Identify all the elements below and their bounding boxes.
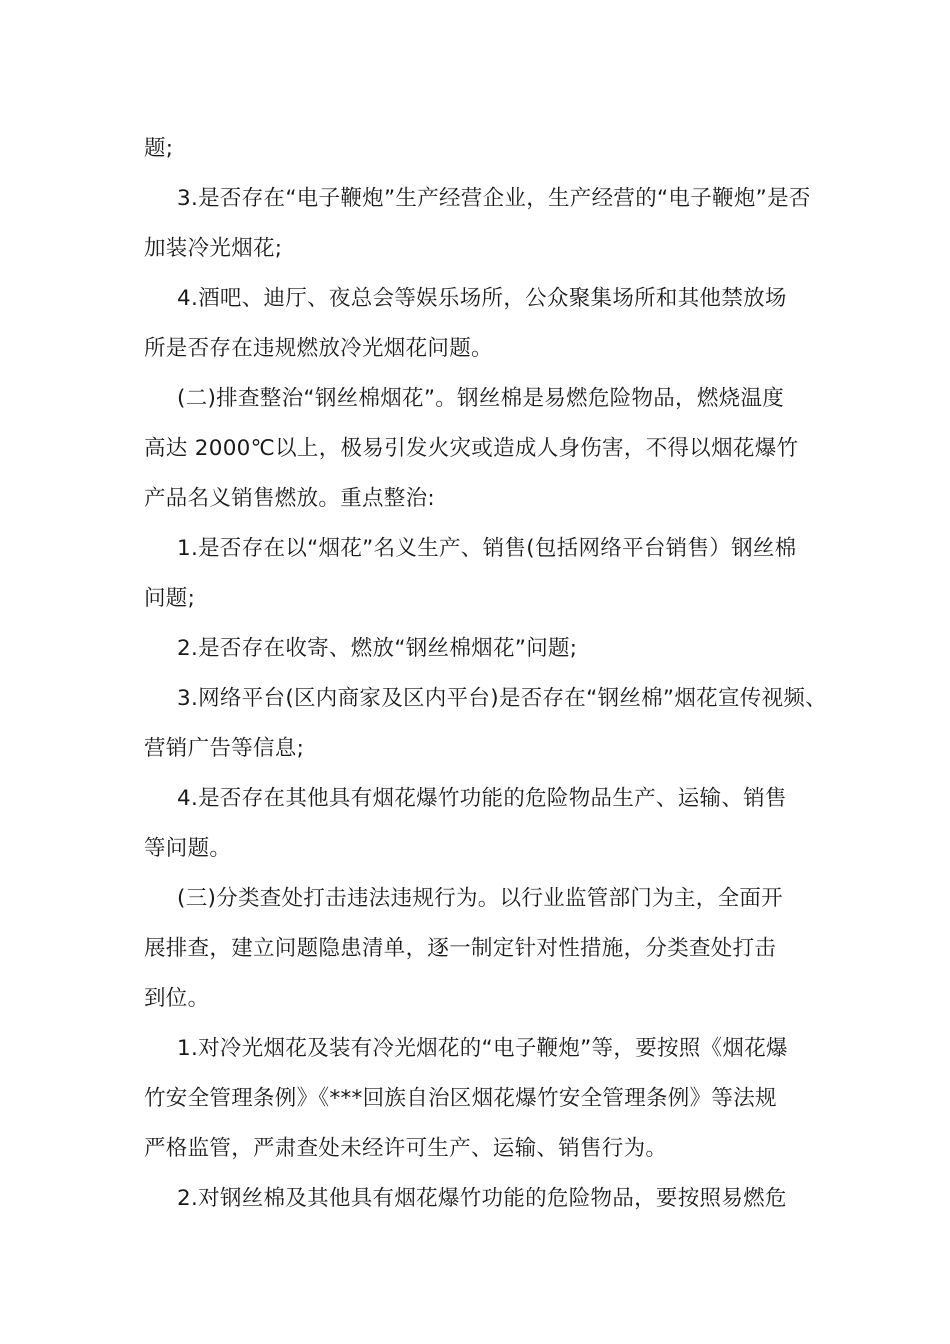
text-line: 2.是否存在收寄、燃放“钢丝棉烟花”问题;	[177, 636, 578, 661]
text-line: 3.网络平台(区内商家及区内平台)是否存在“钢丝棉”烟花宣传视频、	[177, 686, 827, 711]
section-heading-line: (二)排查整治“钢丝棉烟花”。钢丝棉是易燃危险物品，燃烧温度	[177, 386, 785, 411]
text-line: 到位。	[144, 986, 210, 1011]
text-line: 高达 2000℃以上，极易引发火灾或造成人身伤害，不得以烟花爆竹	[144, 436, 799, 461]
text-line: 4.是否存在其他具有烟花爆竹功能的危险物品生产、运输、销售	[177, 786, 787, 811]
text-line: 1.是否存在以“烟花”名义生产、销售(包括网络平台销售）钢丝棉	[177, 536, 797, 561]
text-line: 产品名义销售燃放。重点整治:	[144, 486, 435, 511]
text-line: 4.酒吧、迪厅、夜总会等娱乐场所，公众聚集场所和其他禁放场	[177, 286, 787, 311]
text-line: 营销广告等信息;	[144, 736, 305, 761]
text-line: 加装冷光烟花;	[144, 236, 283, 261]
text-line: 3.是否存在“电子鞭炮”生产经营企业，生产经营的“电子鞭炮”是否	[177, 186, 811, 211]
text-line: 等问题。	[144, 836, 232, 861]
text-line: 严格监管，严肃查处未经许可生产、运输、销售行为。	[144, 1136, 668, 1161]
text-line: 竹安全管理条例》《***回族自治区烟花爆竹安全管理条例》等法规	[144, 1086, 777, 1111]
text-line: 1.对冷光烟花及装有冷光烟花的“电子鞭炮”等，要按照《烟花爆	[177, 1036, 788, 1061]
text-line: 问题;	[144, 586, 196, 611]
text-line: 展排查，建立问题隐患清单，逐一制定针对性措施，分类查处打击	[144, 936, 777, 961]
section-heading-line: (三)分类查处打击违法违规行为。以行业监管部门为主，全面开	[177, 886, 783, 911]
text-line: 所是否存在违规燃放冷光烟花问题。	[144, 336, 493, 361]
text-line: 题;	[144, 136, 174, 161]
text-line: 2.对钢丝棉及其他具有烟花爆竹功能的危险物品，要按照易燃危	[177, 1186, 787, 1211]
